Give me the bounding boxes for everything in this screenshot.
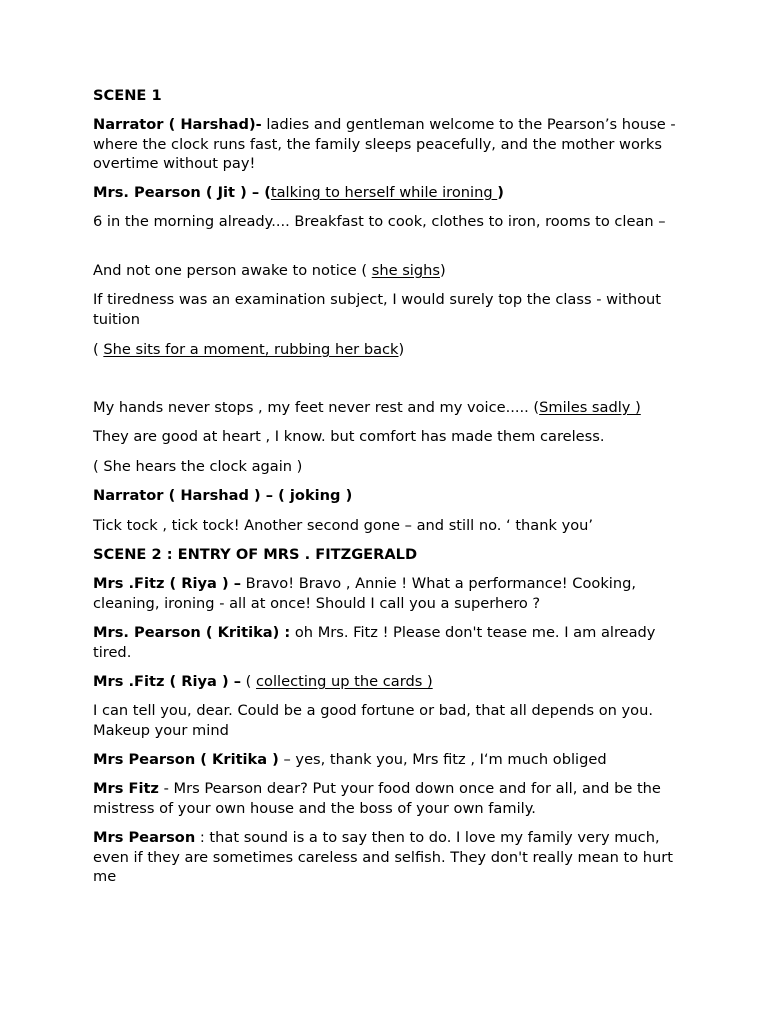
speaker-narrator: Narrator ( Harshad)- xyxy=(93,116,262,133)
stage-direction-open: ( xyxy=(93,341,104,358)
scene1-heading xyxy=(93,86,683,106)
dialogue-text: They are good at heart , I know. but comfort has made them careless. xyxy=(93,428,605,445)
speaker-narrator: Narrator ( Harshad ) – ( joking ) xyxy=(93,487,353,504)
line-clock xyxy=(93,457,683,477)
pearson-tease-paragraph xyxy=(93,623,683,662)
dialogue-text: Bravo! Bravo , Annie ! What a performance! Cooking, cleaning, ironing - all at once! Should I call you a superhero ? xyxy=(93,575,636,612)
dialogue-text: : that sound is a to say then to do. I love my family very much, even if they are sometimes careless and selfish. They don't really mean to hurt me xyxy=(93,829,674,886)
stage-direction: she sighs xyxy=(371,262,440,279)
dialogue-text: My hands never stops , my feet never rest and my voice..... ( xyxy=(93,399,540,416)
speaker-mrs-fitz: Mrs Fitz xyxy=(93,780,159,797)
dialogue-text: 6 in the morning already.... Breakfast to cook, clothes to iron, rooms to clean – xyxy=(93,213,666,230)
stage-direction-open: ( xyxy=(241,673,257,690)
fitz-mistress-paragraph xyxy=(93,779,683,818)
dialogue-text: And not one person awake to notice ( xyxy=(93,262,372,279)
line-tiredness xyxy=(93,290,683,329)
speaker-mrs-fitz: Mrs .Fitz ( Riya ) – xyxy=(93,673,242,690)
stage-direction: Smiles sadly ) xyxy=(539,399,641,416)
fitz-cards-paragraph xyxy=(93,672,683,692)
stage-direction-close: ) xyxy=(497,184,504,201)
narrator-joking-paragraph xyxy=(93,486,683,506)
line-fortune xyxy=(93,701,683,740)
line-morning xyxy=(93,212,683,232)
speaker-mrs-pearson: Mrs. Pearson ( Jit ) – ( xyxy=(93,184,271,201)
dialogue-text: ladies and gentleman welcome to the Pearson’s house - where the clock runs fast, the family sleeps peacefully, and the mother works overtime without pay! xyxy=(93,116,676,173)
stage-direction-close: ) xyxy=(439,262,446,279)
stage-direction: ( She hears the clock again ) xyxy=(93,458,303,475)
dialogue-text: oh Mrs. Fitz ! Please don't tease me. I am already tired. xyxy=(93,624,656,661)
line-heart xyxy=(93,427,683,447)
stage-direction-close: ) xyxy=(398,341,405,358)
pearson-obliged-paragraph xyxy=(93,750,683,770)
dialogue-text: Tick tock , tick tock! Another second gone – and still no. ‘ thank you’ xyxy=(93,517,594,534)
dialogue-text: - Mrs Pearson dear? Put your food down once and for all, and be the mistress of your own house and the boss of your own family. xyxy=(93,780,661,817)
fitz-bravo-paragraph xyxy=(93,574,683,613)
line-notice xyxy=(93,261,683,281)
stage-direction: collecting up the cards ) xyxy=(256,673,433,690)
dialogue-text: If tiredness was an examination subject, I would surely top the class - without tuition xyxy=(93,291,661,328)
scene2-heading xyxy=(93,545,683,565)
scene2-heading-text: SCENE 2 : ENTRY OF MRS . FITZGERALD xyxy=(93,546,418,563)
speaker-mrs-pearson: Mrs. Pearson ( Kritika) : xyxy=(93,624,291,641)
line-sits xyxy=(93,340,683,360)
speaker-mrs-pearson: Mrs Pearson ( Kritika ) xyxy=(93,751,279,768)
dialogue-text: I can tell you, dear. Could be a good fortune or bad, that all depends on you. Makeup your mind xyxy=(93,702,653,739)
pearson-love-paragraph xyxy=(93,828,683,887)
narrator-intro-paragraph xyxy=(93,115,683,174)
dialogue-text: – yes, thank you, Mrs fitz , I‘m much obliged xyxy=(278,751,607,768)
speaker-mrs-pearson: Mrs Pearson xyxy=(93,829,196,846)
stage-direction: She sits for a moment, rubbing her back xyxy=(103,341,399,358)
line-ticktock xyxy=(93,516,683,536)
scene1-heading-text: SCENE 1 xyxy=(93,87,162,104)
speaker-mrs-fitz: Mrs .Fitz ( Riya ) – xyxy=(93,575,242,592)
pearson-jit-paragraph xyxy=(93,183,683,203)
line-hands xyxy=(93,398,683,418)
stage-direction: talking to herself while ironing xyxy=(270,184,498,201)
